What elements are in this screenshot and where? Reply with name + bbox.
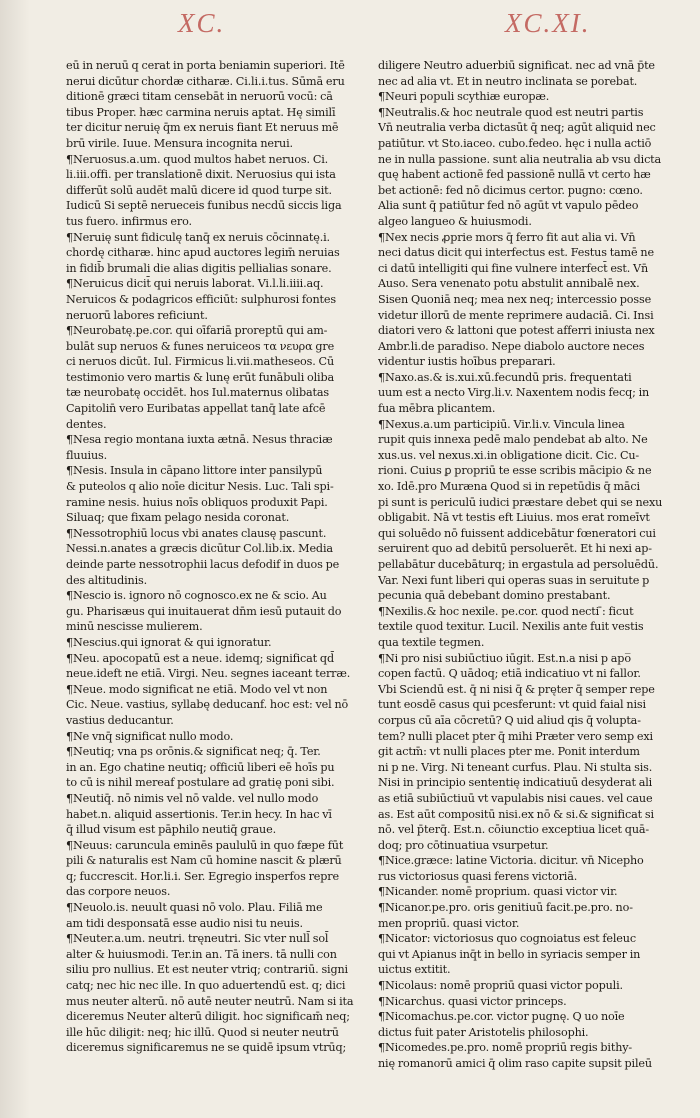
text-line: Vn̄ neutralia verba dictasūt q̄ neq; agūt aliquid nec — [378, 121, 656, 135]
text-line: dictus fuit pater Aristotelis philosophi. — [378, 1025, 589, 1039]
text-line: ¶Neurobatę.pe.cor. qui oīfariā proreptū qui am- — [66, 324, 328, 338]
text-line: Neruicos & podagricos efficiūt: sulphurosi fontes — [66, 292, 336, 306]
text-line: Sisen Quoniā neq; mea nex neq; intercessio posse — [378, 292, 652, 306]
text-line: habet.n. aliquid assertionis. Ter.in hecy. In hac vī — [66, 807, 332, 821]
text-line: ni p ne. Virg. Ni teneant curfus. Plau. Ni stulta sis. — [378, 760, 653, 774]
text-line: uictus extitit. — [378, 963, 451, 977]
text-line: ¶Nicomedes.pe.pro. nomē propriū regis bithy- — [378, 1041, 633, 1055]
text-line: git actm̄: vt nulli places pter me. Ponit interdum — [378, 745, 640, 759]
text-line: obligabit. Nā vt testis eft Liuius. mos erat romeīvt — [378, 511, 650, 525]
folio-number-left: XC. — [178, 8, 226, 38]
text-line: gu. Pharisæus qui inuitauerat dn̄m iesū putauit do — [66, 604, 342, 618]
text-line: diligere Neutro aduerbiū significat. nec ad vnā p̄te — [378, 59, 655, 72]
text-line: ¶Neruosus.a.um. quod multos habet neruos. Ci. — [66, 152, 329, 166]
text-line: chordę citharæ. hinc apud auctores legim̄ neruias — [66, 246, 340, 260]
text-line: ¶Neu. apocopatū est a neue. idemq; significat qd̄ — [66, 651, 334, 665]
text-line: rupit quis innexa pedē malo pendebat ab alto. Ne — [378, 433, 648, 447]
text-line: ¶Nescius.qui ignorat & qui ignoratur. — [66, 635, 272, 649]
text-line: ¶Neuus: caruncula eminēs paululū in quo fæpe fūt — [66, 838, 344, 852]
text-line: ¶Nicator: victoriosus quo cognoiatus est feleuc — [378, 932, 636, 946]
text-line: ¶Nicarchus. quasi victor princeps. — [378, 994, 567, 1008]
text-line: ¶Nex necis ꝓprie mors q̄ ferro fit aut alia vi. Vn̄ — [378, 230, 636, 244]
folio-number-right: XC.XI. — [505, 8, 591, 38]
text-line: Nisi in principio sententię indicatiuū desyderat ali — [378, 776, 653, 790]
text-line: ¶Ni pro nisi subiūctiuo iūgit. Est.n.a nisi p apo̅ — [378, 651, 631, 665]
text-line: rioni. Cuius ꝑ propriū te esse scribis mācipio & ne — [378, 464, 652, 478]
text-line: differūt solū audēt malū dicere id quod turpe sit. — [66, 183, 332, 197]
text-line: ¶Neuolo.is. neuult quasi nō volo. Plau. Filiā me — [66, 901, 323, 915]
text-line: ¶Nicomachus.pe.cor. victor pugnę. Q uo noīe — [378, 1010, 625, 1024]
text-line: mus neuter alterū. nō autē neuter neutrū. Nam si ita — [66, 994, 354, 1008]
text-line: tunt eosdē casus qui pcesferunt: vt quid faial nisi — [378, 698, 646, 712]
text-line: copen factū. Q uādoq; etiā indicatiuo vt ni fallor. — [378, 667, 641, 681]
text-line: nerui dicūtur chordæ citharæ. Ci.li.i.tus. Sūmā eru — [66, 74, 345, 88]
text-line: diatori vero & lattoni que potest afferri iniusta nex — [378, 324, 655, 338]
text-line: ¶Neutralis.& hoc neutrale quod est neutri partis — [378, 105, 644, 119]
text-line: Iudicū Si septē nerueceis funibus necdū siccis liga — [66, 199, 342, 213]
text-line: das corpore neuos. — [66, 885, 171, 899]
text-line: ci neruos dicūt. Iul. Firmicus li.vii.matheseos. Cū — [66, 355, 334, 369]
text-line: nię romanorū amici q̄ olim raso capite supsit pileū — [378, 1057, 652, 1070]
text-line: ci datū intelligiti qui fine vulnere interfect̄ est. Vn̄ — [378, 261, 649, 275]
text-line: quę habent actionē fed passionē nullā vt certo hæ — [378, 168, 651, 182]
text-line: ¶Neuri populi scythiæ europæ. — [378, 90, 550, 104]
text-line: alter & huiusmodi. Ter.in an. Tā iners. tā nulli con — [66, 947, 337, 961]
text-line: ¶Neutiq̄. nō nimis vel nō valde. vel nullo modo — [66, 791, 319, 805]
text-line: as. Est aūt compositū nisi.ex nō & si.& significat si — [378, 807, 654, 821]
text-line: neue.ideft ne etiā. Virgi. Neu. segnes iaceant terræ. — [66, 667, 351, 681]
text-line: rus victoriosus quasi ferens victoriā. — [378, 869, 578, 883]
text-line: pili & naturalis est Nam cū homine nascit & plærū — [66, 854, 342, 868]
text-line: ¶Neue. modo significat ne etiā. Modo vel vt non — [66, 682, 328, 696]
text-line: deinde parte nessotrophii lacus defodif in duos pe — [66, 558, 340, 571]
text-line: q̄ illud visum est pāphilo neutiq̄ graue. — [66, 823, 276, 837]
text-line: catq; nec hic nec ille. In quo aduertendū est. q; dici — [66, 979, 346, 993]
text-line: tæ neurobatę occidēt. hos Iul.maternus olibatas — [66, 386, 329, 400]
text-line: men propriū. quasi victor. — [378, 916, 520, 930]
text-line: pi sunt is periculū iudici præstare debet qui se nexu — [378, 495, 663, 509]
text-line: brū virile. Iuue. Mensura incognita nerui. — [66, 136, 293, 150]
text-line: Auso. Sera venenato potu abstulit annibalē nex. — [378, 277, 640, 291]
text-line: ¶Naxo.as.& is.xui.xū.fecundū pris. frequentati — [378, 370, 632, 384]
text-line: ¶Nicolaus: nomē propriū quasi victor populi. — [378, 979, 623, 993]
text-line: seruirent quo ad debitū persoluerēt. Et hi nexi ap- — [378, 542, 652, 556]
text-line: textile quod texitur. Lucil. Nexilis ante fuit vestis — [378, 620, 644, 634]
text-line: li.iii.offi. per translationē dixit. Neruosius qui ista — [66, 168, 336, 182]
text-line: doq; pro cōtinuatiua vsurpetur. — [378, 838, 549, 852]
text-line: qui soluēdo nō fuissent addicebātur fœneratori cui — [378, 526, 656, 540]
text-line: vastius deducantur. — [66, 713, 174, 727]
text-line: Cic. Neue. vastius, syllabę deducanf. hoc est: vel nō — [66, 698, 349, 712]
text-line: pellabātur ducebāturq; in ergastula ad persoluēdū. — [378, 558, 659, 571]
text-line: in fidib̄ brumali die alias digitis pellialias sonare. — [66, 261, 332, 275]
text-line: tus fuero. infirmus ero. — [66, 214, 192, 228]
text-line: nō. vel p̄terq̄. Est.n. cōiunctio exceptiua licet quā- — [378, 823, 650, 837]
text-line: in an. Ego chatine neutiq; officiū liberi eē hoīs pu — [66, 760, 335, 774]
text-line: ¶Neutiq; vna ps orōnis.& significat neq; q̄. Ter. — [66, 745, 321, 759]
text-line: as etiā subiūctiuū vt vapulabis nisi caues. vel caue — [378, 791, 653, 805]
text-line: ¶Nesa regio montana iuxta ætnā. Nesus thraciæ — [66, 433, 333, 447]
text-line: Siluaq; que fixam pelago nesida coronat. — [66, 511, 290, 525]
text-line: am tidi desponsatā esse audio nisi tu neuis. — [66, 916, 303, 930]
text-line: Var. Nexi funt liberi qui operas suas in seruitute p — [378, 573, 650, 587]
text-line: algeo langueo & huiusmodi. — [378, 214, 532, 228]
text-line: des altitudinis. — [66, 573, 148, 587]
text-line: Nessi.n.anates a græcis dicūtur Col.lib.ix. Media — [66, 542, 333, 556]
text-line: diceremus significaremus ne se quidē ipsum vtrūq; — [66, 1041, 347, 1055]
text-line: tibus Proper. hæc carmina neruis aptat. Hę similī — [66, 105, 336, 119]
text-line: eū in neruū q cerat in porta beniamin superiori. Itē — [66, 59, 345, 72]
text-line: uum est a necto Virg.li.v. Naxentem nodis fecq; in — [378, 386, 650, 400]
text-line: ditionē græci titam censebāt in neruorū vocū: cā — [66, 90, 333, 104]
text-line: patiūtur. vt Sto.iaceo. cubo.fedeo. hęc i nulla actiō — [378, 136, 652, 150]
text-line: qua textile tegmen. — [378, 635, 485, 649]
text-line: bulāt sup neruos & funes neruiceos τα νευρα gre — [66, 339, 335, 353]
text-line: ¶Neruię sunt fidiculę tanq̄ ex neruis cōcinnatę.i. — [66, 230, 330, 244]
text-line: xus.us. vel nexus.xi.in obligatione dicit. Cic. Cu- — [378, 448, 640, 462]
text-line: minū nescisse mulierem. — [66, 620, 203, 634]
text-line: pecunia quā debebant domino prestabant. — [378, 589, 611, 603]
text-line: ¶Neuter.a.um. neutri. tręneutri. Sic vter null̄ sol̄ — [66, 932, 329, 946]
text-line: qui vt Apianus inq̄t in bello in syriacis semper in — [378, 947, 641, 961]
text-line: Capitolin̄ vero Euribatas appellat tanq̄ late afcē — [66, 402, 326, 416]
text-line: siliu pro nullius. Et est neuter vtriq; contrariū. signi — [66, 963, 348, 977]
text-line: Alia sunt q̄ patiūtur fed nō agūt vt vapulo pēdeo — [378, 199, 639, 213]
text-line: ¶Nexilis.& hoc nexile. pe.cor. quod necti ̄: ficut — [378, 604, 634, 618]
text-line: corpus cū aīa cōcretū? Q uid aliud qis q̄ volupta- — [378, 713, 641, 727]
text-line: ¶Nesis. Insula in cāpano littore inter pansilypū — [66, 464, 323, 478]
text-line: ne in nulla passione. sunt alia neutralia ab vsu dicta — [378, 152, 662, 166]
text-column-left — [66, 58, 364, 1056]
text-line: tem? nulli placet pter q̄ mihi Præter vero semp exi — [378, 729, 653, 743]
text-line: Vbi Sciendū est. q̄ ni nisi q̄ & pręter q̄ semper repe — [378, 682, 655, 696]
text-line: videtur illorū de mente reprimere audaciā. Ci. Insi — [378, 308, 654, 322]
text-line: ¶Neruicus dicit̄ qui neruis laborat. Vi.l.li.iiii.aq. — [66, 277, 324, 291]
text-line: nec ad alia vt. Et in neutro inclinata se porebat. — [378, 74, 638, 88]
text-line: diceremus Neuter alterū diligit. hoc significam̄ neq; — [66, 1010, 350, 1024]
text-line: ¶Nexus.a.um participiū. Vir.li.v. Vincula linea — [378, 417, 625, 431]
text-line: ille hūc diligit: neq; hic illū. Quod si neuter neutrū — [66, 1025, 339, 1039]
text-line: ramine nesis. huius noīs obliquos produxit Papi. — [66, 495, 328, 509]
text-line: ter dicitur neruię q̄m ex neruis fiant Et neruus mē — [66, 121, 339, 135]
text-line: fluuius. — [66, 448, 108, 462]
text-line: q; fuccrescit. Hor.li.i. Ser. Egregio insperfos repre — [66, 869, 339, 883]
text-line: neci datus dicit qui interfectus est. Festus tamē ne — [378, 246, 654, 260]
text-line: Ambr.li.de paradiso. Nepe diabolo auctore neces — [378, 339, 645, 353]
page-gutter-shadow — [0, 0, 30, 1118]
text-line: ¶Nice.græce: latine Victoria. dicitur. vn̄ Nicepho — [378, 854, 644, 868]
text-line: videntur iustis hoībus preparari. — [378, 355, 556, 369]
text-line: to cū is nihil mereaf postulare ad gratię poni sibi. — [66, 776, 335, 790]
text-column-right — [378, 58, 670, 1072]
text-line: neruorū labores reficiunt. — [66, 308, 208, 322]
text-line: ¶Nescio is. ignoro nō cognosco.ex ne & scio. Au — [66, 589, 327, 603]
text-line: ¶Nicander. nomē proprium. quasi victor vir. — [378, 885, 618, 899]
text-line: xo. Idē.pro Muræna Quod si in repetūdis q̄ māci — [378, 480, 640, 494]
text-line: testimonio vero martis & lunę erūt funābuli oliba — [66, 370, 335, 384]
text-line: ¶Nicanor.pe.pro. oris genitiuū facit.pe.pro. no- — [378, 901, 633, 915]
text-line: ¶Nessotrophiū locus vbi anates clausę pascunt. — [66, 526, 327, 540]
text-line: fua mēbra plicantem. — [378, 402, 496, 416]
text-line: dentes. — [66, 417, 107, 431]
text-line: ¶Ne vnq̄ significat nullo modo. — [66, 729, 234, 743]
text-line: bet actionē: fed nō dicimus certor. pugno: cœno. — [378, 183, 643, 197]
text-line: & puteolos q alio noīe dicitur Nesis. Luc. Tali spi- — [66, 480, 334, 494]
